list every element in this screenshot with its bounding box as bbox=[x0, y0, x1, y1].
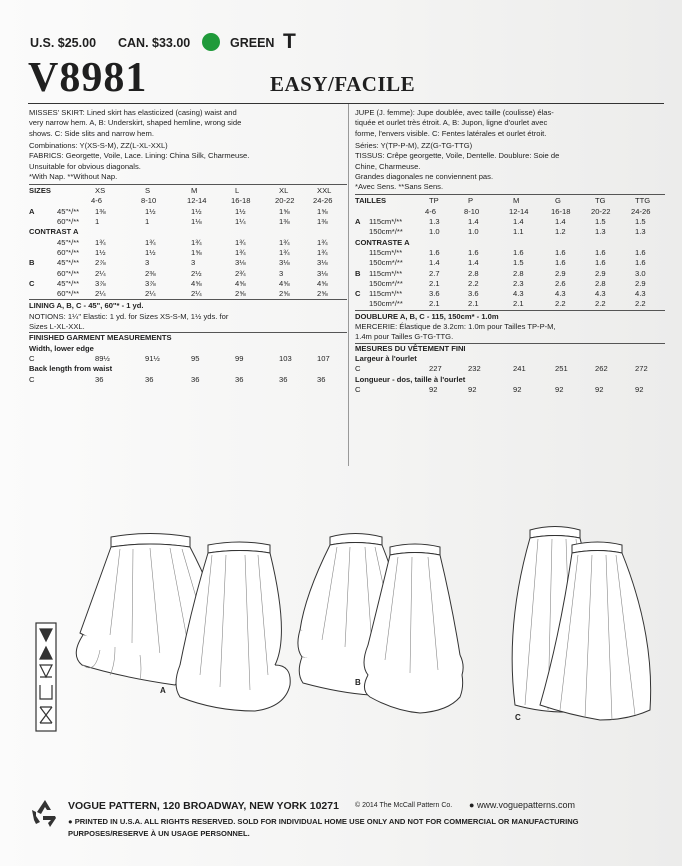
fr-view-label: A bbox=[355, 217, 361, 226]
fr-yardage-cell: 1.2 bbox=[555, 227, 566, 237]
en-yardage-cell: 1¾ bbox=[235, 247, 246, 257]
en-view-label: C bbox=[29, 278, 35, 288]
fr-back-length-cell: 92 bbox=[555, 384, 564, 394]
fr-width-cell: 232 bbox=[468, 364, 481, 374]
fr-yardage-cell: 1.1 bbox=[513, 227, 524, 237]
fr-yardage-cell: 2.2 bbox=[635, 299, 646, 309]
fr-yardage-cell: 1.6 bbox=[513, 247, 524, 257]
en-yardage-cell: 1⅜ bbox=[317, 217, 328, 226]
fr-yardage-cell: 1.6 bbox=[635, 258, 646, 268]
fr-back-length-cell: 92 bbox=[595, 384, 604, 394]
en-size-header: XS bbox=[95, 186, 106, 196]
en-yardage-cell: 1½ bbox=[95, 247, 106, 257]
fr-fabric-width: 150cm*/** bbox=[369, 278, 403, 288]
en-yardage-cell: 2⅞ bbox=[95, 258, 106, 268]
en-yardage-cell: 3⅞ bbox=[95, 278, 106, 288]
fr-description-line: forme, l'envers visible. C: Fentes latérales et ourlet étroit. bbox=[355, 128, 547, 138]
fr-yardage-cell: 1.4 bbox=[429, 258, 440, 268]
en-yardage-cell: 4⅝ bbox=[235, 278, 246, 288]
website-text[interactable]: www.voguepatterns.com bbox=[476, 800, 575, 810]
en-fabric-width: 45"*/** bbox=[57, 258, 80, 268]
fr-lining: DOUBLURE A, B, C - 115, 150cm* - 1.0m bbox=[355, 311, 499, 321]
en-yardage-cell: 2⅝ bbox=[317, 289, 328, 299]
fr-description-line: tiquée et ourlet très étroit. A, B: Jupon, ligne d'ourlet avec bbox=[355, 118, 548, 128]
en-size-number: 4-6 bbox=[91, 196, 102, 206]
en-width-label: Width, lower edge bbox=[29, 343, 94, 353]
en-yardage-cell: 2¼ bbox=[95, 268, 106, 278]
en-fabric-width: 45"*/** bbox=[57, 206, 80, 216]
en-yardage-cell: 1¾ bbox=[191, 237, 202, 247]
legal-line-1-text: PRINTED IN U.S.A. ALL RIGHTS RESERVED. SOLD FOR INDIVIDUAL HOME USE ONLY AND NOT FOR COMMERCIAL OR MANUFACTURING bbox=[74, 817, 579, 826]
fr-yardage-cell: 3.6 bbox=[429, 289, 440, 299]
price-can: CAN. $33.00 bbox=[118, 36, 191, 50]
price-us: U.S. $25.00 bbox=[30, 36, 97, 50]
en-back-length-cell: 36 bbox=[279, 374, 288, 384]
fr-back-length-label: Longueur - dos, taille à l'ourlet bbox=[355, 374, 466, 384]
fr-yardage-cell: 1.5 bbox=[595, 217, 606, 226]
table-rule bbox=[29, 184, 347, 185]
fr-yardage-cell: 3.6 bbox=[468, 289, 479, 299]
fr-yardage-cell: 2.9 bbox=[635, 278, 646, 288]
fr-size-number: 4-6 bbox=[425, 206, 436, 216]
en-size-number: 12-14 bbox=[187, 196, 207, 206]
en-fabric-width: 60"*/** bbox=[57, 247, 80, 257]
en-yardage-cell: 2¼ bbox=[191, 289, 202, 299]
en-yardage-cell: 3⅛ bbox=[279, 258, 290, 268]
en-fabrics-line: FABRICS: Georgette, Voile, Lace. Lining: China Silk, Charmeuse. bbox=[29, 151, 250, 161]
fr-fabric-width: 150cm*/** bbox=[369, 299, 403, 309]
fr-fabrics-line: TISSUS: Crêpe georgette, Voile, Dentelle. Doublure: Soie de bbox=[355, 151, 560, 161]
en-back-length-cell: 36 bbox=[145, 374, 154, 384]
en-yardage-cell: 3⅛ bbox=[317, 268, 328, 278]
fr-yardage-cell: 1.5 bbox=[635, 217, 646, 226]
en-back-length-cell: 36 bbox=[191, 374, 200, 384]
en-yardage-cell: 3 bbox=[145, 258, 150, 268]
en-fabrics-line: Unsuitable for obvious diagonals. bbox=[29, 161, 141, 171]
view-b-label: B bbox=[355, 678, 361, 687]
en-width-view: C bbox=[29, 353, 35, 363]
fr-fabrics-line: *Avec Sens. **Sans Sens. bbox=[355, 182, 444, 192]
en-yardage-cell: 3 bbox=[191, 258, 196, 268]
fr-size-header: TTG bbox=[635, 196, 651, 206]
en-yardage-cell: 1¾ bbox=[235, 237, 246, 247]
en-yardage-cell: 2½ bbox=[191, 268, 202, 278]
color-label: GREEN bbox=[230, 36, 275, 50]
fr-yardage-cell: 2.8 bbox=[468, 268, 479, 278]
fr-size-header: TP bbox=[429, 196, 439, 206]
en-width-cell: 89½ bbox=[95, 353, 110, 363]
legal-line-1: ● PRINTED IN U.S.A. ALL RIGHTS RESERVED. SOLD FOR INDIVIDUAL HOME USE ONLY AND NOT FOR COMMERCIAL OR MANUFACTURING bbox=[68, 817, 579, 826]
bullet-icon: ● bbox=[469, 800, 477, 810]
en-fabric-width: 60"*/** bbox=[57, 268, 80, 278]
fr-yardage-cell: 2.9 bbox=[555, 268, 566, 278]
en-yardage-cell: 1¾ bbox=[317, 237, 328, 247]
fr-yardage-cell: 2.1 bbox=[429, 299, 440, 309]
fr-yardage-cell: 1.6 bbox=[635, 247, 646, 257]
fr-back-length-cell: 92 bbox=[429, 384, 438, 394]
en-width-cell: 103 bbox=[279, 353, 292, 363]
en-back-length-cell: 36 bbox=[235, 374, 244, 384]
fr-width-view: C bbox=[355, 364, 361, 374]
fr-yardage-cell: 2.1 bbox=[468, 299, 479, 309]
fr-fabric-width: 115cm*/** bbox=[369, 217, 403, 226]
legal-line-2: PURPOSES/RESERVE À UN USAGE PERSONNEL. bbox=[68, 829, 250, 838]
en-view-label: CONTRAST A bbox=[29, 227, 79, 237]
en-notions-line: Sizes L-XL-XXL. bbox=[29, 322, 85, 331]
en-yardage-cell: 1½ bbox=[145, 247, 156, 257]
fr-yardage-cell: 2.1 bbox=[513, 299, 524, 309]
en-size-number: 16-18 bbox=[231, 196, 251, 206]
en-back-length-cell: 36 bbox=[95, 374, 104, 384]
en-size-number: 24-26 bbox=[313, 196, 333, 206]
pattern-number: V8981 bbox=[28, 55, 148, 101]
fr-size-number: 8-10 bbox=[464, 206, 480, 216]
fr-yardage-cell: 4.3 bbox=[635, 289, 646, 299]
fr-yardage-cell: 4.3 bbox=[595, 289, 606, 299]
en-description-line: shows. C: Side slits and narrow hem. bbox=[29, 128, 154, 138]
difficulty: EASY/FACILE bbox=[270, 72, 416, 96]
en-width-cell: 99 bbox=[235, 353, 244, 363]
fr-size-header: P bbox=[468, 196, 474, 206]
header-rule bbox=[28, 103, 664, 104]
en-yardage-cell: 1⅝ bbox=[317, 206, 328, 216]
en-view-label: A bbox=[29, 206, 35, 216]
en-yardage-cell: 1⅜ bbox=[95, 206, 106, 216]
fr-size-number: 24-26 bbox=[631, 206, 651, 216]
fr-yardage-cell: 1.4 bbox=[555, 217, 566, 226]
fr-yardage-cell: 1.6 bbox=[429, 247, 440, 257]
en-fabrics-line: *With Nap. **Without Nap. bbox=[29, 171, 118, 181]
en-description-line: very narrow hem. A, B: Underskirt, shaped hemline, wrong side bbox=[29, 118, 242, 128]
en-yardage-cell: 4⅝ bbox=[317, 278, 328, 288]
en-yardage-cell: 1¼ bbox=[235, 217, 246, 226]
fr-view-label: B bbox=[355, 268, 361, 278]
fr-description-line: JUPE (J. femme): Jupe doublée, avec taille (coulisse) élas- bbox=[355, 108, 554, 117]
en-yardage-cell: 1½ bbox=[191, 206, 202, 216]
fr-fabrics-line: Grandes diagonales ne conviennent pas. bbox=[355, 171, 494, 181]
fr-yardage-cell: 3.0 bbox=[635, 268, 646, 278]
fr-yardage-cell: 1.0 bbox=[429, 227, 440, 237]
fr-size-header: M bbox=[513, 196, 520, 206]
fr-yardage-cell: 1.4 bbox=[468, 258, 479, 268]
fr-yardage-cell: 1.6 bbox=[468, 247, 479, 257]
en-size-number: 20-22 bbox=[275, 196, 295, 206]
en-fabric-width: 45"*/** bbox=[57, 278, 80, 288]
fr-fabric-width: 115cm*/** bbox=[369, 247, 403, 257]
fr-fabric-width: 115cm*/** bbox=[369, 268, 403, 278]
en-yardage-cell: 1⅜ bbox=[279, 217, 290, 226]
fr-fabric-width: 115cm*/** bbox=[369, 289, 403, 299]
fr-width-cell: 227 bbox=[429, 364, 442, 374]
fr-yardage-cell: 1.6 bbox=[555, 258, 566, 268]
en-yardage-cell: 1⅝ bbox=[279, 206, 290, 216]
fr-fabrics-line: Chine, Charmeuse. bbox=[355, 161, 421, 171]
fr-yardage-cell: 1.6 bbox=[555, 247, 566, 257]
en-back-length-label: Back length from waist bbox=[29, 364, 113, 374]
view-a-label: A bbox=[160, 686, 166, 695]
fr-width-label: Largeur à l'ourlet bbox=[355, 353, 417, 363]
column-divider bbox=[348, 104, 349, 466]
en-yardage-cell: 1 bbox=[95, 217, 100, 226]
fr-yardage-cell: 2.1 bbox=[429, 278, 440, 288]
fr-view-label: CONTRASTE A bbox=[355, 237, 410, 247]
fold-symbols bbox=[36, 623, 56, 731]
letter-code: T bbox=[283, 30, 296, 53]
en-size-header: XXL bbox=[317, 186, 332, 196]
fr-yardage-cell: 2.9 bbox=[595, 268, 606, 278]
fr-size-number: 12-14 bbox=[509, 206, 529, 216]
en-view-label: B bbox=[29, 258, 35, 268]
fr-fabric-width: 150cm*/** bbox=[369, 227, 403, 237]
fr-measurements-title: MESURES DU VÊTEMENT FINI bbox=[355, 343, 466, 353]
en-size-header: M bbox=[191, 186, 198, 196]
table-rule bbox=[355, 310, 665, 311]
fr-yardage-cell: 1.3 bbox=[429, 217, 440, 226]
fr-width-cell: 262 bbox=[595, 364, 608, 374]
website-link[interactable] bbox=[469, 800, 575, 810]
en-yardage-cell: 1½ bbox=[235, 206, 246, 216]
en-yardage-cell: 1¾ bbox=[317, 247, 328, 257]
en-yardage-cell: 4⅝ bbox=[191, 278, 202, 288]
fr-yardage-cell: 1.6 bbox=[595, 258, 606, 268]
fr-notions-line: MERCERIE: Élastique de 3.2cm: 1.0m pour Tailles TP-P-M, bbox=[355, 322, 556, 331]
fr-view-label: C bbox=[355, 289, 361, 299]
fr-yardage-cell: 2.3 bbox=[513, 278, 524, 288]
fr-width-cell: 241 bbox=[513, 364, 526, 374]
fr-yardage-cell: 2.2 bbox=[595, 299, 606, 309]
fr-yardage-cell: 4.3 bbox=[555, 289, 566, 299]
color-code-dot bbox=[202, 33, 220, 51]
fr-size-header: TG bbox=[595, 196, 606, 206]
fr-yardage-cell: 1.0 bbox=[468, 227, 479, 237]
copyright: © 2014 The McCall Pattern Co. bbox=[355, 802, 453, 809]
fr-yardage-cell: 2.2 bbox=[555, 299, 566, 309]
en-yardage-cell: 3⅛ bbox=[235, 258, 246, 268]
en-yardage-cell: 3⅞ bbox=[145, 278, 156, 288]
fr-yardage-cell: 1.4 bbox=[513, 217, 524, 226]
fr-yardage-cell: 2.6 bbox=[555, 278, 566, 288]
fr-yardage-cell: 1.3 bbox=[595, 227, 606, 237]
fr-yardage-cell: 1.4 bbox=[468, 217, 479, 226]
fr-yardage-cell: 4.3 bbox=[513, 289, 524, 299]
en-yardage-cell: 1½ bbox=[145, 206, 156, 216]
en-lining: LINING A, B, C - 45", 60"* - 1 yd. bbox=[29, 301, 144, 311]
en-yardage-cell: 1¾ bbox=[95, 237, 106, 247]
en-fabric-width: 60"*/** bbox=[57, 217, 80, 226]
en-notions-line: NOTIONS: 1¼" Elastic: 1 yd. for Sizes XS-S-M, 1½ yds. for bbox=[29, 311, 229, 321]
en-yardage-cell: 2⅝ bbox=[279, 289, 290, 299]
en-yardage-cell: 1¾ bbox=[279, 247, 290, 257]
en-yardage-cell: 2⅜ bbox=[145, 268, 156, 278]
recycle-icon bbox=[30, 798, 60, 828]
table-rule bbox=[355, 194, 665, 195]
table-rule bbox=[29, 299, 347, 300]
en-width-cell: 91½ bbox=[145, 353, 160, 363]
fr-yardage-cell: 2.7 bbox=[429, 268, 440, 278]
fr-size-number: 16-18 bbox=[551, 206, 571, 216]
fr-back-length-cell: 92 bbox=[635, 384, 644, 394]
fr-width-cell: 251 bbox=[555, 364, 568, 374]
en-measurements-title: FINISHED GARMENT MEASUREMENTS bbox=[29, 333, 172, 343]
en-yardage-cell: 2¾ bbox=[235, 268, 246, 278]
fr-combinations: Séries: Y(TP-P-M), ZZ(G-TG-TTG) bbox=[355, 140, 473, 150]
en-yardage-cell: 4⅝ bbox=[279, 278, 290, 288]
fr-back-length-cell: 92 bbox=[513, 384, 522, 394]
en-yardage-cell: 1¾ bbox=[145, 237, 156, 247]
publisher-address: VOGUE PATTERN, 120 BROADWAY, NEW YORK 10271 bbox=[68, 800, 339, 812]
en-size-number: 8-10 bbox=[141, 196, 157, 206]
view-c-label: C bbox=[515, 713, 521, 722]
en-yardage-cell: 1¾ bbox=[279, 237, 290, 247]
fr-yardage-cell: 2.2 bbox=[468, 278, 479, 288]
fr-fabric-width: 150cm*/** bbox=[369, 258, 403, 268]
en-yardage-cell: 2¼ bbox=[145, 289, 156, 299]
fr-yardage-cell: 1.3 bbox=[635, 227, 646, 237]
en-width-cell: 95 bbox=[191, 353, 200, 363]
en-back-length-view: C bbox=[29, 374, 35, 384]
fr-yardage-cell: 1.6 bbox=[595, 247, 606, 257]
en-fabric-width: 60"*/** bbox=[57, 289, 80, 299]
en-size-header: S bbox=[145, 186, 151, 196]
en-combinations: Combinations: Y(XS-S-M), ZZ(L-XL-XXL) bbox=[29, 140, 168, 150]
fr-notions-line: 1.4m pour Tailles G-TG-TTG. bbox=[355, 332, 454, 342]
en-yardage-cell: 2¼ bbox=[95, 289, 106, 299]
fr-width-cell: 272 bbox=[635, 364, 648, 374]
fr-size-header-label: TAILLES bbox=[355, 196, 387, 206]
en-size-header-label: SIZES bbox=[29, 186, 51, 196]
en-width-cell: 107 bbox=[317, 353, 330, 363]
fr-yardage-cell: 2.8 bbox=[513, 268, 524, 278]
fr-yardage-cell: 1.5 bbox=[513, 258, 524, 268]
en-yardage-cell: 3⅛ bbox=[317, 258, 328, 268]
fr-yardage-cell: 2.8 bbox=[595, 278, 606, 288]
skirt-illustrations bbox=[0, 515, 682, 795]
en-fabric-width: 45"*/** bbox=[57, 237, 80, 247]
en-size-header: XL bbox=[279, 186, 289, 196]
fr-back-length-view: C bbox=[355, 384, 361, 394]
en-description-line: MISSES' SKIRT: Lined skirt has elasticized (casing) waist and bbox=[29, 108, 237, 117]
en-yardage-cell: 1 bbox=[145, 217, 150, 226]
en-yardage-cell: 1⅝ bbox=[191, 247, 202, 257]
fr-size-header: G bbox=[555, 196, 561, 206]
en-size-header: L bbox=[235, 186, 240, 196]
fr-size-number: 20-22 bbox=[591, 206, 611, 216]
en-yardage-cell: 1⅛ bbox=[191, 217, 202, 226]
en-back-length-cell: 36 bbox=[317, 374, 326, 384]
fr-back-length-cell: 92 bbox=[468, 384, 477, 394]
en-yardage-cell: 2⅝ bbox=[235, 289, 246, 299]
en-yardage-cell: 3 bbox=[279, 268, 284, 278]
